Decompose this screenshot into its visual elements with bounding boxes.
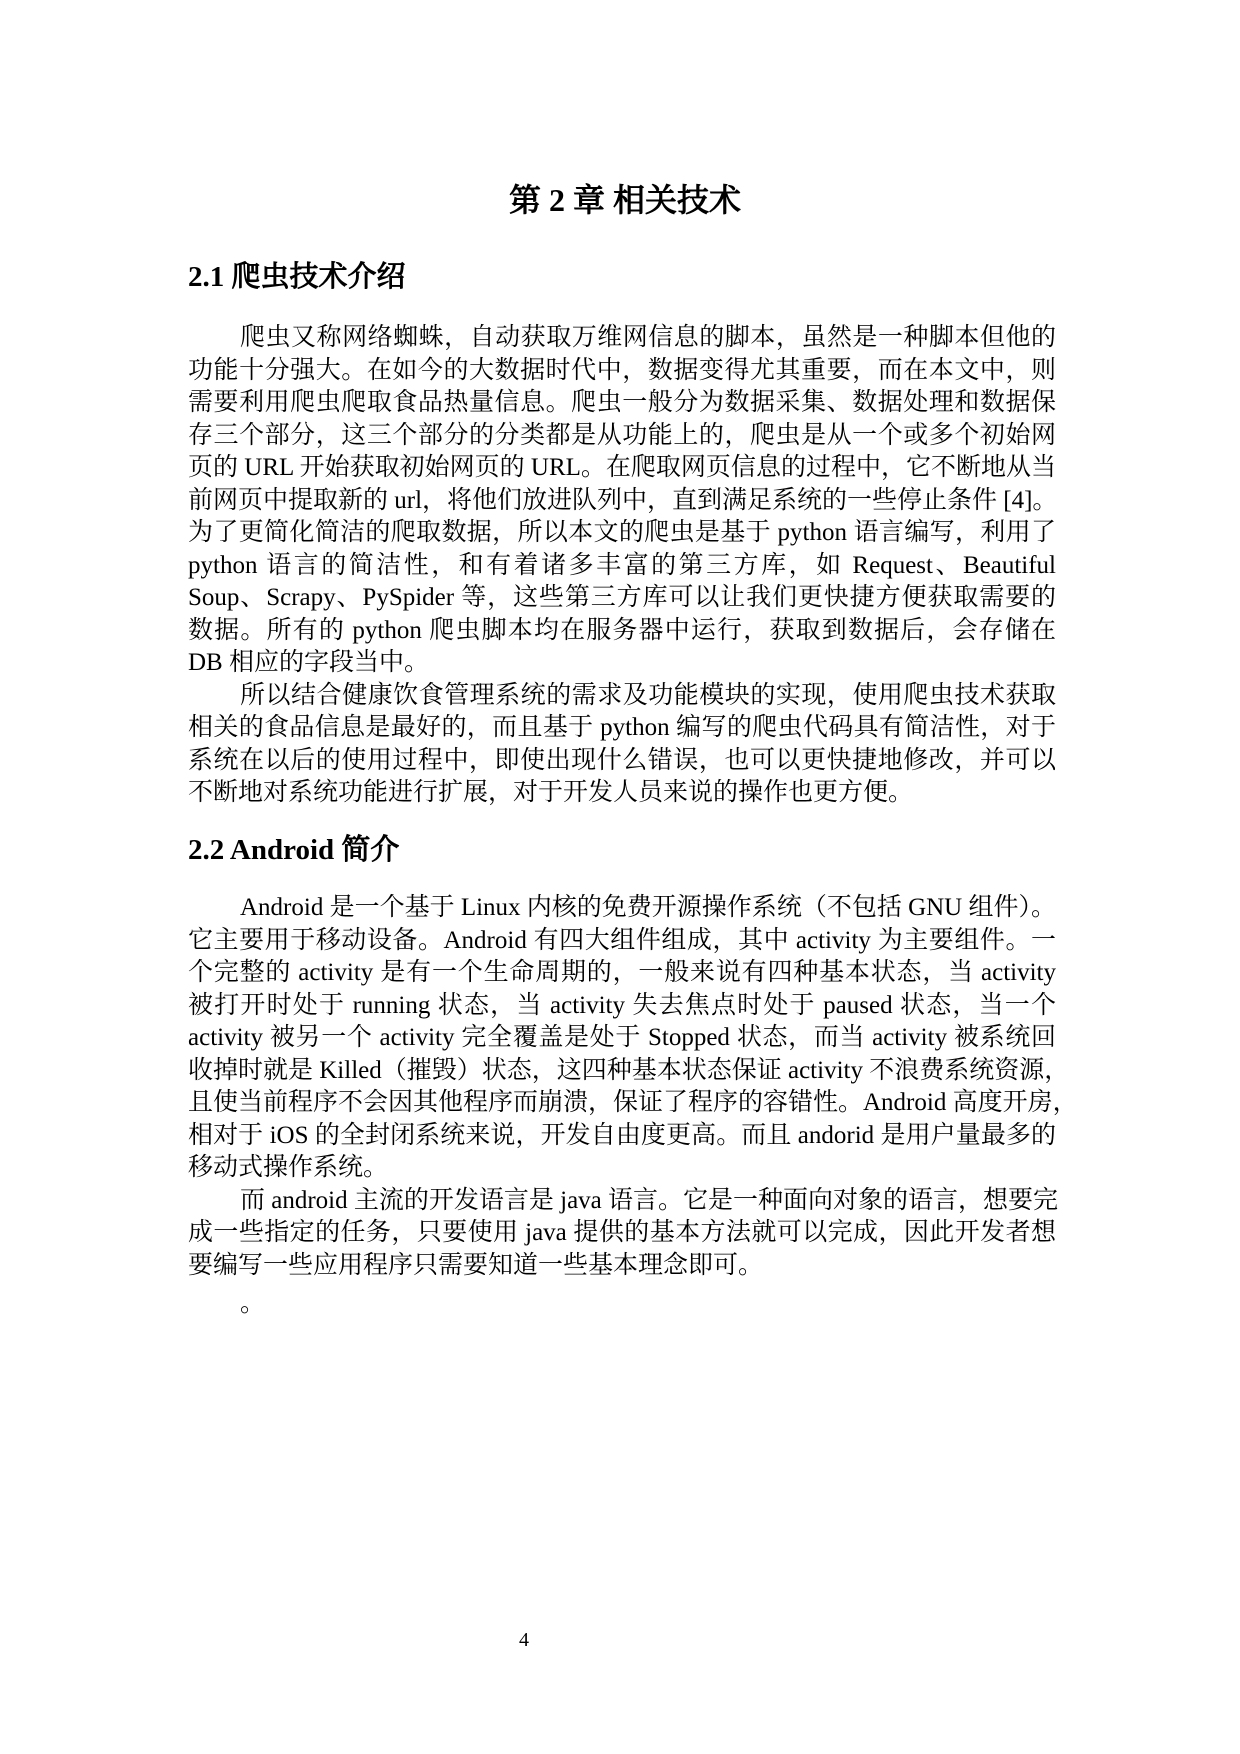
text-line: 它主要用于移动设备。Android 有四大组件组成，其中 activity 为主要组件。一 bbox=[188, 926, 1056, 954]
section-2-1-body bbox=[188, 322, 1056, 810]
text-line: python 语言的简洁性，和有着诸多丰富的第三方库，如 Request、Beautiful bbox=[188, 551, 1056, 579]
text-line: 不断地对系统功能进行扩展，对于开发人员来说的操作也更方便。 bbox=[188, 779, 914, 806]
text-line: 存三个部分，这三个部分的分类都是从功能上的，爬虫是从一个或多个初始网 bbox=[188, 421, 1056, 449]
text-line: Soup、Scrapy、PySpider 等，这些第三方库可以让我们更快捷方便获取需要的 bbox=[188, 584, 1056, 611]
text-line: 数据。所有的 python 爬虫脚本均在服务器中运行，获取到数据后，会存储在 bbox=[188, 616, 1056, 644]
text-line: 为了更简化简洁的爬取数据，所以本文的爬虫是基于 python 语言编写，利用了 bbox=[188, 519, 1056, 546]
text-line: 所以结合健康饮食管理系统的需求及功能模块的实现，使用爬虫技术获取 bbox=[240, 681, 1056, 709]
text-line: 前网页中提取新的 url，将他们放进队列中，直到满足系统的一些停止条件 [4]。 bbox=[188, 486, 1058, 514]
section-2-2-body bbox=[188, 892, 1078, 1321]
text-line: 功能十分强大。在如今的大数据时代中，数据变得尤其重要，而在本文中，则 bbox=[188, 356, 1056, 384]
text-line: 。 bbox=[240, 1290, 266, 1317]
text-line: 相关的食品信息是最好的，而且基于 python 编写的爬虫代码具有简洁性，对于 bbox=[188, 714, 1056, 741]
text-line: 被打开时处于 running 状态，当 activity 失去焦点时处于 paused 状态，当一个 bbox=[188, 991, 1056, 1019]
text-line: 收掉时就是 Killed（摧毁）状态，这四种基本状态保证 activity 不浪费系统资源， bbox=[188, 1056, 1070, 1084]
text-line: 个完整的 activity 是有一个生命周期的，一般来说有四种基本状态，当 activity bbox=[188, 959, 1056, 986]
text-line: 页的 URL 开始获取初始网页的 URL。在爬取网页信息的过程中，它不断地从当 bbox=[188, 454, 1056, 481]
text-line: 而 android 主流的开发语言是 java 语言。它是一种面向对象的语言，想要完 bbox=[240, 1186, 1059, 1214]
text-line: 成一些指定的任务，只要使用 java 提供的基本方法就可以完成，因此开发者想 bbox=[188, 1219, 1056, 1246]
text-line: 且使当前程序不会因其他程序而崩溃，保证了程序的容错性。Android 高度开房， bbox=[188, 1089, 1078, 1116]
text-line: 系统在以后的使用过程中，即使出现什么错误，也可以更快捷地修改，并可以 bbox=[188, 746, 1056, 774]
page-number: 4 bbox=[519, 1629, 529, 1651]
section-heading-2-1: 2.1 爬虫技术介绍 bbox=[188, 261, 406, 293]
text-line: DB 相应的字段当中。 bbox=[188, 649, 429, 676]
text-line: 移动式操作系统。 bbox=[188, 1154, 389, 1181]
section-heading-2-2: 2.2 Android 简介 bbox=[188, 834, 400, 866]
chapter-title: 第 2 章 相关技术 bbox=[508, 182, 741, 218]
text-line: 要编写一些应用程序只需要知道一些基本理念即可。 bbox=[188, 1251, 764, 1279]
text-line: activity 被另一个 activity 完全覆盖是处于 Stopped 状态，而当 activity 被系统回 bbox=[188, 1024, 1056, 1051]
text-line: Android 是一个基于 Linux 内核的免费开源操作系统（不包括 GNU 组件）。 bbox=[240, 894, 1056, 921]
text-line: 爬虫又称网络蜘蛛，自动获取万维网信息的脚本，虽然是一种脚本但他的 bbox=[240, 324, 1056, 351]
text-line: 相对于 iOS 的全封闭系统来说，开发自由度更高。而且 andorid 是用户量最多的 bbox=[188, 1121, 1056, 1149]
text-line: 需要利用爬虫爬取食品热量信息。爬虫一般分为数据采集、数据处理和数据保 bbox=[188, 389, 1056, 416]
